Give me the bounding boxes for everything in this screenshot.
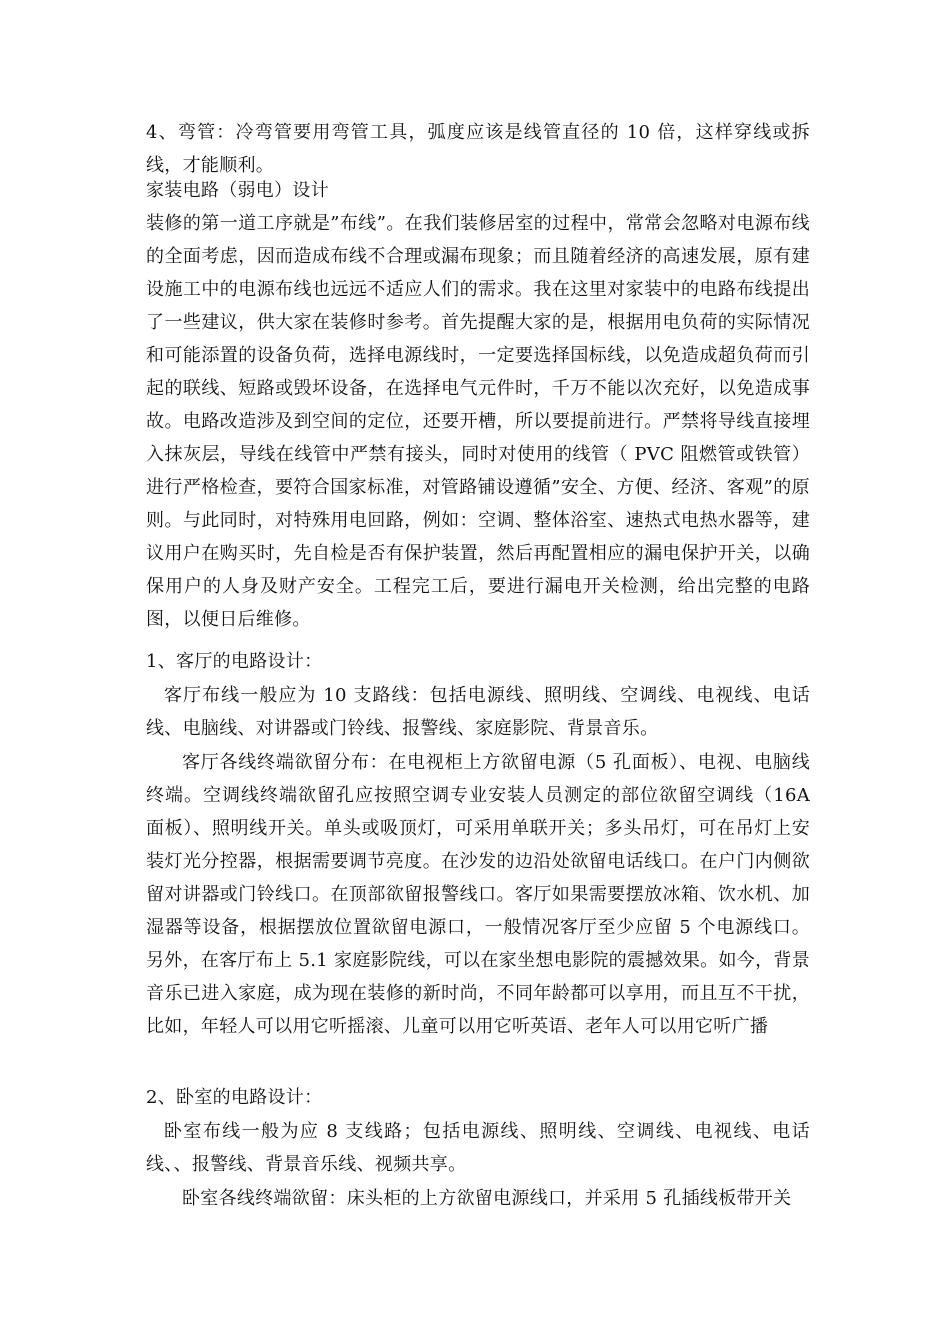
bedroom-wiring-paragraph: 卧室布线一般为应 8 支线路；包括电源线、照明线、空调线、电视线、电话线、、报警线、背景音乐线、视频共享。 — [146, 1121, 810, 1175]
intro-paragraph: 装修的第一道工序就是”布线”。在我们装修居室的过程中，常常会忽略对电源布线的全面考虑，因而造成布线不合理或漏布现象；而且随着经济的高速发展，原有建设施工中的电源布线也远远不适应人们的需求。我在这里对家装中的电路布线提出了一些建议，供大家在装修时参考。首先提醒大家的是，根据用电负荷的实际情况和可能添置的设备负荷，选择电源线时，一定要选择国标线，以免造成超负荷而引起的联线、短路或毁坏设备，在选择电气元件时，千万不能以次充好，以免造成事故。电路改造涉及到空间的定位，还要开槽，所以要提前进行。严禁将导线直接埋入抹灰层，导线在线管中严禁有接头，同时对使用的线管（ PVC 阻燃管或铁管）进行严格检查，要符合国家标准，对管路铺设遵循”安全、方便、经济、客观”的原则。与此同时，对特殊用电回路，例如：空调、整体浴室、速热式电热水器等，建议用户在购买时，先自检是否有保护装置，然后再配置相应的漏电保护开关，以确保用户的人身及财产安全。工程完工后，要进行漏电开关检测，给出完整的电路图，以便日后维修。 — [146, 213, 810, 630]
bedroom-heading: 2、卧室的电路设计： — [146, 1087, 323, 1108]
section-title: 家装电路（弱电）设计 — [146, 180, 329, 201]
living-room-heading: 1、客厅的电路设计： — [146, 651, 323, 672]
bedroom-terminals-paragraph: 卧室各线终端欲留：床头柜的上方欲留电源线口，并采用 5 孔插线板带开关 — [182, 1188, 792, 1209]
item-4-bending-pipe: 4、弯管：冷弯管要用弯管工具，弧度应该是线管直径的 10 倍，这样穿线或拆线，才能顺利。 — [146, 122, 810, 176]
living-room-wiring-paragraph: 客厅布线一般应为 10 支路线：包括电源线、照明线、空调线、电视线、电话线、电脑线、对讲器或门铃线、报警线、家庭影院、背景音乐。 — [146, 685, 810, 739]
living-room-terminals-paragraph: 客厅各线终端欲留分布：在电视柜上方欲留电源（5 孔面板）、电视、电脑线终端。空调线终端欲留孔应按照空调专业安装人员测定的部位欲留空调线（16A 面板）、照明线开关。单头或吸顶灯，可采用单联开关；多头吊灯，可在吊灯上安装灯光分控器，根据需要调节亮度。在沙发的边沿处欲留电话线口。在户门内侧欲留对讲器或门铃线口。在顶部欲留报警线口。客厅如果需要摆放冰箱、饮水机、加湿器等设备，根据摆放位置欲留电源口，一般情况客厅至少应留 5 个电源线口。另外，在客厅布上 5.1 家庭影院线，可以在家坐想电影院的震撼效果。如今，背景音乐已进入家庭，成为现在装修的新时尚，不同年龄都可以享用，而且互不干扰，比如，年轻人可以用它听摇滚、儿童可以用它听英语、老年人可以用它听广播 — [146, 752, 810, 1037]
